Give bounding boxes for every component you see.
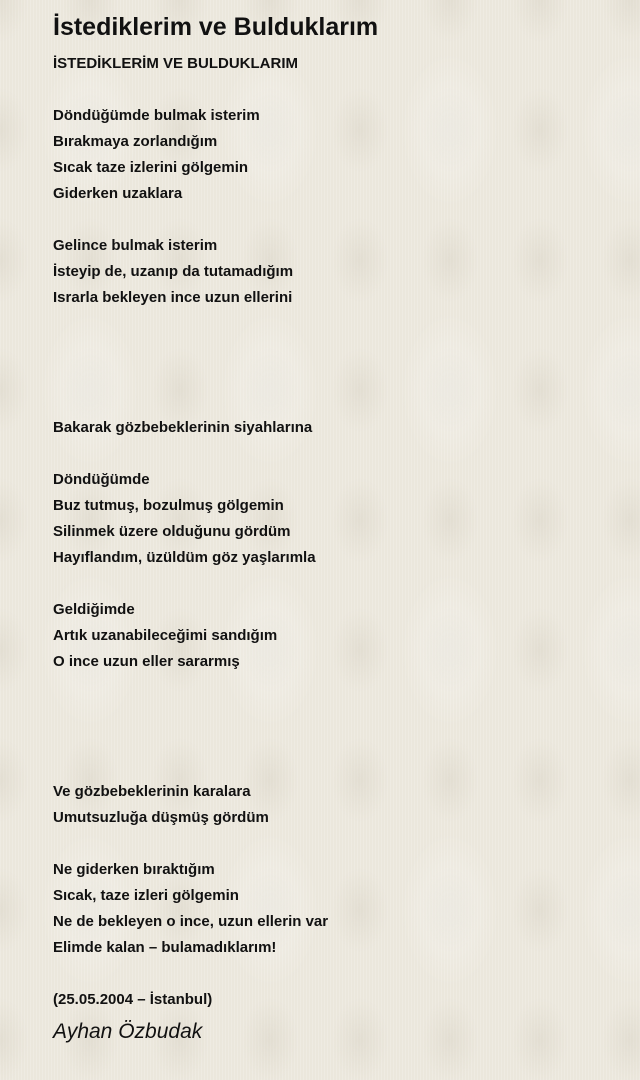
stanza-break — [53, 701, 613, 727]
stanza-break — [53, 207, 613, 233]
poem-line: Gelince bulmak isterim — [53, 237, 218, 254]
poem-line: Silinmek üzere olduğunu gördüm — [53, 523, 291, 540]
poem-line: Döndüğümde bulmak isterim — [53, 107, 260, 124]
poem-title: İstediklerim ve Bulduklarım — [53, 13, 379, 41]
poem-line: İsteyip de, uzanıp da tutamadığım — [53, 263, 294, 280]
stanza-break — [53, 831, 613, 857]
poem-line: O ince uzun eller sararmış — [53, 653, 240, 670]
poem-line: Umutsuzluğa düşmüş gördüm — [53, 809, 269, 826]
poem-line: Bakarak gözbebeklerinin siyahlarına — [53, 419, 313, 436]
stanza-break — [53, 727, 613, 753]
poem-line: Elimde kalan – bulamadıklarım! — [53, 939, 277, 956]
poem-line: Buz tutmuş, bozulmuş gölgemin — [53, 497, 284, 514]
poem-line: Bırakmaya zorlandığım — [53, 133, 218, 150]
poem-line: Geldiğimde — [53, 601, 135, 618]
poem-body — [53, 103, 613, 1013]
poem-line: Döndüğümde — [53, 471, 150, 488]
stanza-break — [53, 675, 613, 701]
poem-line: Ne giderken bıraktığım — [53, 861, 215, 878]
stanza-break — [53, 753, 613, 779]
poem-line: Ne de bekleyen o ince, uzun ellerin var — [53, 913, 329, 930]
stanza-break — [53, 441, 613, 467]
poem-subtitle: İSTEDİKLERİM VE BULDUKLARIM — [53, 55, 298, 72]
stanza-break — [53, 311, 613, 337]
poem-line: Giderken uzaklara — [53, 185, 183, 202]
stanza-break — [53, 571, 613, 597]
poem-line: Hayıflandım, üzüldüm göz yaşlarımla — [53, 549, 316, 566]
poem-line: Artık uzanabileceğimi sandığım — [53, 627, 278, 644]
stanza-break — [53, 961, 613, 987]
stanza-break — [53, 337, 613, 363]
poem-line: Ve gözbebeklerinin karalara — [53, 783, 251, 800]
poem-line: Sıcak taze izlerini gölgemin — [53, 159, 249, 176]
poem-line: Sıcak, taze izleri gölgemin — [53, 887, 239, 904]
poem-line: (25.05.2004 – İstanbul) — [53, 991, 213, 1008]
stanza-break — [53, 389, 613, 415]
poem-line: Israrla bekleyen ince uzun ellerini — [53, 289, 293, 306]
author-signature: Ayhan Özbudak — [53, 1020, 203, 1043]
stanza-break — [53, 363, 613, 389]
